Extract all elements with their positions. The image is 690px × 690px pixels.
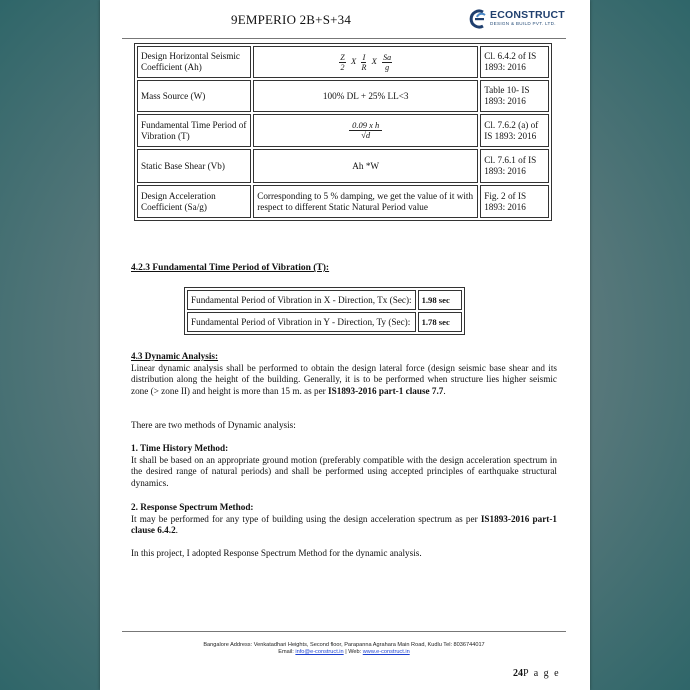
- section-heading-4-3: 4.3 Dynamic Analysis:: [131, 351, 219, 361]
- param-label: Design Horizontal Seismic Coefficient (Ah): [137, 46, 251, 78]
- company-logo: [468, 8, 584, 34]
- methods-intro: There are two methods of Dynamic analysis:: [131, 420, 296, 430]
- table-row: [137, 80, 549, 112]
- logo-tagline: DESIGN & BUILD PVT. LTD.: [490, 21, 556, 26]
- fundamental-periods-table: [184, 287, 465, 335]
- web-link[interactable]: www.e-construct.in: [362, 649, 410, 655]
- period-value: 1.78 sec: [418, 312, 462, 332]
- section-heading-4-2-3: 4.2.3 Fundamental Time Period of Vibration (T):: [131, 263, 330, 273]
- table-row: [137, 46, 549, 78]
- param-label: Mass Source (W): [137, 80, 251, 112]
- time-history-text: It shall be based on an appropriate ground motion (preferably compatible with the design acceleration spectrum in the desired range of natural periods) and shall be performed using accepted principles of earthquake structural dynamics.: [131, 454, 557, 488]
- param-reference: Cl. 7.6.2 (a) of IS 1893: 2016: [480, 114, 549, 147]
- footer: [122, 642, 566, 656]
- page-number: 24P a g e: [513, 668, 561, 679]
- footer-contact: Email: info@e-construct.in | Web: www.e-construct.in: [278, 649, 410, 655]
- param-label: Fundamental Time Period of Vibration (T): [137, 114, 251, 147]
- param-label: Static Base Shear (Vb): [137, 149, 251, 183]
- t-formula: $\frac{\text{0.09 x h}}{√d}$: [253, 114, 478, 147]
- table-row: [137, 114, 549, 147]
- period-value: 1.98 sec: [418, 290, 462, 310]
- param-value: Ah *W: [253, 149, 478, 183]
- param-reference: Cl. 7.6.1 of IS 1893: 2016: [480, 149, 549, 183]
- document-page: [100, 0, 590, 690]
- response-spectrum-section: [131, 502, 557, 537]
- table-row: [187, 290, 462, 310]
- ah-formula: $\frac{Z}{2}$ X $\frac{I}{R}$ X $\frac{Sa}{g}$: [253, 46, 478, 78]
- response-spectrum-heading: 2. Response Spectrum Method:: [131, 502, 254, 512]
- param-reference: Table 10- IS 1893: 2016: [480, 80, 549, 112]
- header-rule: [122, 38, 566, 39]
- response-spectrum-text: It may be performed for any type of building using the design acceleration spectrum as per IS1893-2016 part-1 clause 6.4.2.: [131, 513, 557, 535]
- logo-name: ECONSTRUCT: [490, 9, 565, 21]
- time-history-heading: 1. Time History Method:: [131, 443, 229, 453]
- period-label: Fundamental Period of Vibration in Y - Direction, Ty (Sec):: [187, 312, 416, 332]
- param-label: Design Acceleration Coefficient (Sa/g): [137, 185, 251, 218]
- time-history-section: [131, 443, 557, 489]
- econstruct-logo-icon: [468, 8, 490, 30]
- period-label: Fundamental Period of Vibration in X - Direction, Tx (Sec):: [187, 290, 416, 310]
- table-row: [187, 312, 462, 332]
- table-row: [137, 185, 549, 218]
- seismic-parameters-table: [134, 43, 552, 221]
- param-value: 100% DL + 25% LL<3: [253, 80, 478, 112]
- footer-address: Bangalore Address: Venkatadhari Heights, Second floor, Parapanna Agrahara Main Road, Kudlu Tel: 8036744017: [203, 642, 485, 648]
- dynamic-analysis-section: [131, 351, 557, 397]
- document-title: 9EMPERIO 2B+S+34: [231, 12, 352, 27]
- param-reference: Fig. 2 of IS 1893: 2016: [480, 185, 549, 218]
- footer-rule: [122, 631, 566, 632]
- email-link[interactable]: info@e-construct.in: [295, 649, 344, 655]
- param-reference: Cl. 6.4.2 of IS 1893: 2016: [480, 46, 549, 78]
- conclusion-paragraph: In this project, I adopted Response Spectrum Method for the dynamic analysis.: [131, 548, 422, 558]
- dynamic-analysis-paragraph: Linear dynamic analysis shall be performed to obtain the design lateral force (design seismic base shear and its distribution along the height of the building. Generally, it is to be performed when structure lies higher seismic zone (> zone II) and height is more than 15 m. as per IS1893-2016 part-1 clause 7.7.: [131, 362, 557, 396]
- param-value: Corresponding to 5 % damping, we get the value of it with respect to different Static Natural Period value: [253, 185, 478, 218]
- table-row: [137, 149, 549, 183]
